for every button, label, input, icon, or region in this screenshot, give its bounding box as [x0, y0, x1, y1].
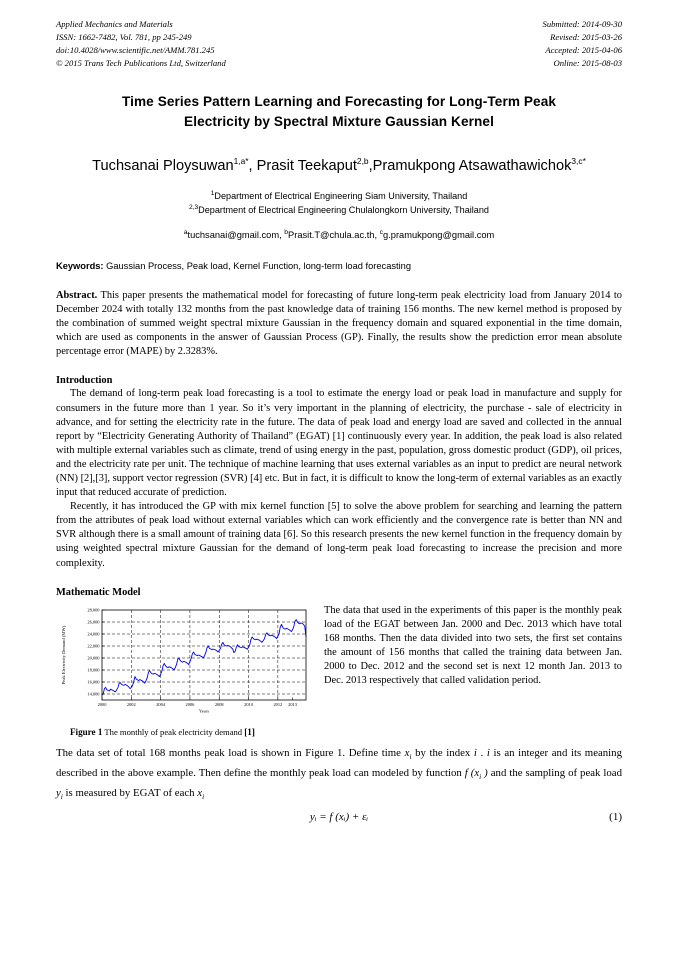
figure-column — [56, 604, 316, 737]
author-emails — [56, 229, 622, 240]
figure-text-wrap — [56, 604, 622, 737]
math-sub-i: i — [409, 751, 412, 761]
journal-header-left — [56, 18, 226, 70]
journal-name: Applied Mechanics and Materials — [56, 19, 173, 29]
math-var-i: i — [473, 746, 477, 759]
affiliation-2-text: Department of Electrical Engineering Chulalongkorn University, Thailand — [198, 205, 489, 216]
keywords-label: Keywords: — [56, 260, 104, 271]
figure-1-caption — [56, 727, 316, 737]
peak-demand-line-chart — [56, 604, 312, 722]
math-var-y: y — [56, 786, 61, 799]
journal-doi: doi:10.4028/www.scientific.net/AMM.781.245 — [56, 45, 215, 56]
math-var-i-2: i — [486, 746, 490, 759]
abstract-block — [56, 289, 622, 360]
svg-text:20,000: 20,000 — [87, 655, 100, 661]
svg-text:2010: 2010 — [244, 701, 253, 707]
svg-text:2002: 2002 — [126, 701, 136, 707]
equation-1-line — [56, 811, 622, 828]
author-2-marker: 2,b — [356, 155, 369, 166]
email-1[interactable]: tuchsanai@gmail.com, — [187, 229, 285, 240]
svg-text:Peak Electricity Demand (MW): Peak Electricity Demand (MW) — [61, 625, 66, 684]
email-3[interactable]: g.pramukpong@gmail.com — [383, 229, 495, 240]
svg-text:16,000: 16,000 — [87, 679, 100, 685]
email-2[interactable]: Prasit.T@chula.ac.th, — [288, 229, 380, 240]
journal-header — [56, 18, 622, 70]
affiliation-2 — [56, 203, 622, 217]
svg-text:14,000: 14,000 — [87, 691, 100, 697]
keywords-value: Gaussian Process, Peak load, Kernel Function, long-term load forecasting — [103, 260, 412, 271]
math-func-fx-close: ) — [481, 766, 488, 779]
author-list — [56, 156, 622, 176]
date-accepted: Accepted: 2015-04-06 — [545, 45, 622, 56]
introduction-paragraph-2: Recently, it has introduced the GP with mix kernel function [5] to solve the above problem for searching and learning the pattern from the attributes of peak load without external variables which can work efficiently and the convergence rate is better than NN and SVR although there is a small amount of training data [6]. So this research presents the new kernel function in the frequency domain by using weighted spectral mixture Gaussian for the demand of long-term peak load forecasting to increase the precision and more complexity. — [56, 501, 622, 569]
tail-part-2: by the index — [411, 746, 474, 759]
figure-1-reference: [1] — [244, 726, 255, 737]
affiliation-1-text: Department of Electrical Engineering Siam University, Thailand — [214, 190, 468, 201]
date-submitted: Submitted: 2014-09-30 — [542, 19, 622, 29]
equation-1-number: (1) — [609, 810, 622, 823]
affiliation-2-marker: 2,3 — [189, 204, 199, 212]
author-3-marker: 3,c* — [571, 155, 586, 166]
author-1-marker: 1,a* — [233, 155, 249, 166]
svg-text:2006: 2006 — [185, 701, 195, 707]
abstract-label: Abstract. — [56, 289, 98, 301]
tail-paragraph — [56, 744, 622, 804]
keywords-line — [56, 261, 622, 271]
svg-text:26,000: 26,000 — [87, 619, 100, 625]
math-var-x: x — [404, 746, 410, 759]
equation-1-body: yᵢ = f (xᵢ) + εᵢ — [309, 810, 369, 823]
introduction-paragraph-1: The demand of long-term peak load forecasting is a tool to estimate the energy load or peak load in manufacture and supply for consumers in the future more than 1 year. So it’s very important in the planning of electricity, the purchase - sale of electricity in advance, and for setting the electricity rate in the future. The data of peak load and energy load are saved and collected in the annual report by “Electricity Generating Authority of Thailand” (EGAT) [1] continuously every year. In addition, the peak load is also related with multiple external variables such as climate, trend of using energy in the past, population, gross domestic product (GDP), oil prices, and the electricity rate per unit. The technique of machine learning that uses external variables as an input to predict are neural network (NN) [2],[3], support vector regression (SVR) [4] etc. But in fact, it is difficult to know the long-term of external variables as an exactly input that reduced accurate of prediction. — [56, 388, 622, 499]
svg-text:18,000: 18,000 — [87, 667, 100, 673]
svg-text:2000: 2000 — [97, 701, 107, 707]
email-2-marker: b — [284, 228, 289, 236]
author-1-name: Tuchsanai Ploysuwan — [92, 157, 234, 174]
affiliation-1-marker: 1 — [210, 189, 215, 197]
math-sub-i-4: i — [202, 792, 205, 802]
journal-issn: ISSN: 1662-7482, Vol. 781, pp 245-249 — [56, 32, 192, 43]
affiliation-1 — [56, 189, 622, 203]
email-3-marker: c — [379, 228, 384, 236]
svg-text:28,000: 28,000 — [87, 607, 100, 613]
journal-header-right — [543, 18, 622, 70]
math-sub-i-2: i — [479, 771, 482, 781]
abstract-text: This paper presents the mathematical model for forecasting of future long-term peak electricity load from January 2014 to December 2024 with totally 132 months from the past knowledge data of training 156 months. The new kernel method is proposed by the combination of summed weight spectral mixture Gaussian in the frequency domain and squared exponential in the time domain, which are used as components in the answer of Gaussian Process (GP). Finally, the results show the prediction error mean absolute percentage error (MAPE) by 2.3283%. — [56, 289, 622, 358]
title-line-1: Time Series Pattern Learning and Forecasting for Long-Term Peak — [121, 94, 557, 110]
svg-text:2012: 2012 — [273, 701, 283, 707]
author-3-name: Pramukpong Atsawathawichok — [372, 157, 572, 174]
math-func-fx: f (x — [464, 766, 480, 779]
author-sep-1: , — [248, 157, 257, 174]
svg-text:2008: 2008 — [214, 701, 224, 707]
affiliations — [56, 189, 622, 218]
math-sub-i-3: i — [60, 792, 63, 802]
email-1-marker: a — [183, 228, 188, 236]
svg-text:24,000: 24,000 — [87, 631, 100, 637]
mathematic-model-wrap-text: The data that used in the experiments of this paper is the monthly peak load of the EGAT between Jan. 2000 and Dec. 2013 which have total 168 months. Then the data divided into two sets, the first set contains the amount of 156 months that called the training data between Jan. 2000 to Dec. 2012 and the second set is next 12 month Jan. 2013 to Dec. 2013 respectively that called validation period. — [324, 604, 622, 687]
svg-text:Years: Years — [198, 708, 210, 714]
title-line-2: Electricity by Spectral Mixture Gaussian Kernel — [184, 113, 494, 129]
date-online: Online: 2015-08-03 — [553, 58, 622, 69]
svg-text:22,000: 22,000 — [87, 643, 100, 649]
date-revised: Revised: 2015-03-26 — [550, 32, 622, 43]
page-title — [56, 92, 622, 131]
tail-part-4: is an integer and its meaning described in the above example. Then define the monthly peak load can modeled by function — [56, 746, 622, 779]
figure-1-chart — [56, 604, 312, 724]
figure-1-label: Figure 1 — [70, 726, 103, 737]
math-var-x-2: x — [197, 786, 203, 799]
author-sep-2: , — [368, 157, 373, 174]
section-heading-mathematic-model: Mathematic Model — [56, 586, 141, 598]
author-2-name: Prasit Teekaput — [256, 157, 357, 174]
tail-part-5: and the sampling of peak load — [487, 766, 622, 779]
section-heading-introduction: Introduction — [56, 375, 113, 387]
tail-part-1: The data set of total 168 months peak load is shown in Figure 1. Define time — [56, 746, 405, 759]
svg-text:2004: 2004 — [156, 701, 166, 707]
tail-part-3: . — [476, 746, 487, 759]
svg-text:2013: 2013 — [288, 701, 297, 707]
tail-part-6: is measured by EGAT of each — [62, 786, 198, 799]
journal-copyright: © 2015 Trans Tech Publications Ltd, Switzerland — [56, 58, 226, 69]
figure-1-caption-text: The monthly of peak electricity demand — [102, 726, 245, 737]
